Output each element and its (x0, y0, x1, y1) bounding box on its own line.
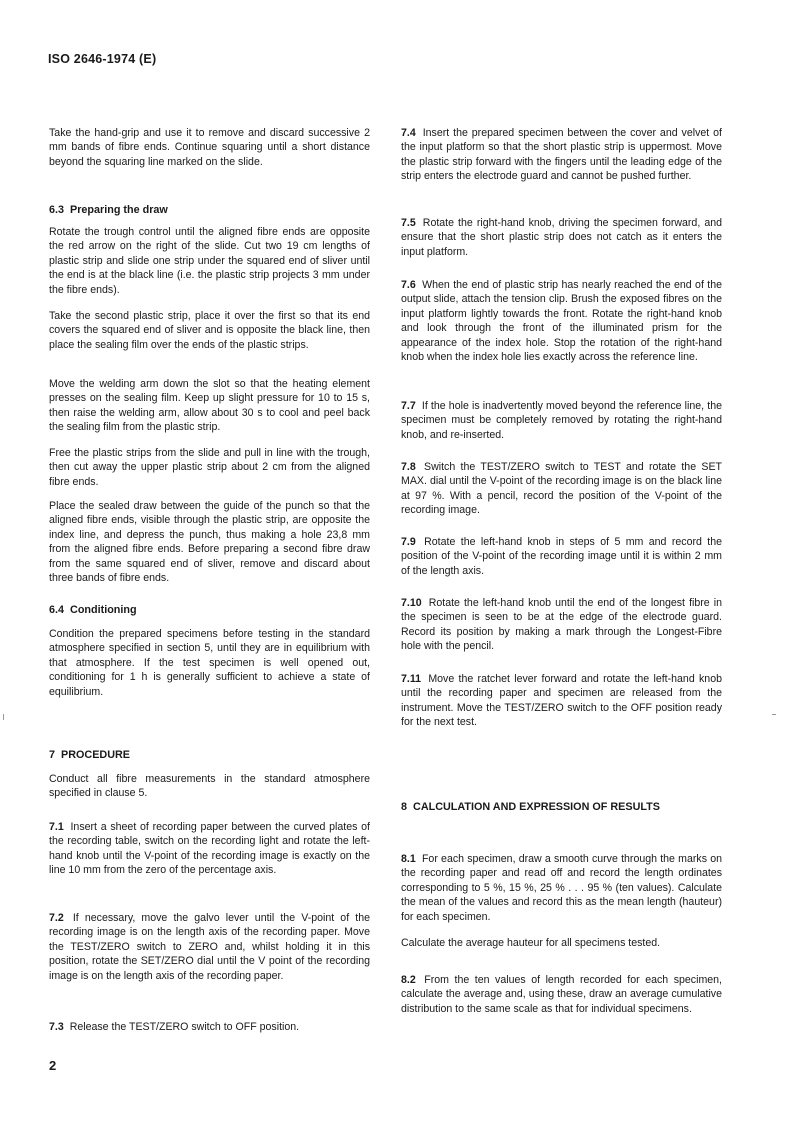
clause-number: 7.6 (401, 279, 416, 291)
section-title: CALCULATION AND EXPRESSION OF RESULTS (413, 801, 660, 813)
paragraph-7-8 (401, 460, 722, 518)
clause-number: 7.11 (401, 673, 422, 685)
paragraph-8-2 (401, 973, 722, 1016)
document-header: ISO 2646-1974 (E) (48, 52, 157, 66)
section-heading-6-4 (49, 603, 370, 617)
clause-number: 7.4 (401, 127, 416, 139)
paragraph-7-1 (49, 820, 370, 878)
paragraph-8-1 (401, 852, 722, 924)
paragraph-6-3-5: Place the sealed draw between the guide of the punch so that the aligned fibre ends, visible through the plastic strip, are opposite the index line, and depress the punch, thus making a hole 23,8 mm from the aligned fibre ends. Before preparing a second fibre draw from the same squared end of sliver, remove and discard about three bands of fibre ends. (49, 500, 370, 585)
section-heading-6-3 (49, 203, 370, 217)
clause-number: 7.7 (401, 400, 416, 412)
clause-text: From the ten values of length recorded for each specimen, calculate the average and, using these, draw an average cumulative distribution to the same scale as that for individual specimens. (401, 974, 722, 1015)
paragraph-7-9 (401, 535, 722, 578)
clause-text: Rotate the right-hand knob, driving the specimen forward, and ensure that the short plastic strip does not catch as it enters the input platform. (401, 217, 722, 258)
clause-number: 7.10 (401, 597, 422, 609)
paragraph-7-2 (49, 911, 370, 983)
clause-number: 8.2 (401, 974, 416, 986)
paragraph-7-4 (401, 126, 722, 184)
section-number: 7 (49, 749, 56, 761)
page-number: 2 (49, 1058, 57, 1073)
clause-text: Move the ratchet lever forward and rotate the left-hand knob until the recording paper and specimen are released from the instrument. Move the TEST/ZERO switch to the OFF position ready for the next test. (401, 673, 722, 729)
paragraph-7-10 (401, 596, 722, 654)
clause-text: Rotate the left-hand knob until the end of the longest fibre in the specimen is seen to be at the edge of the electrode guard. Record its position by making a mark through the Longest-Fibre hole with the pencil. (401, 597, 722, 653)
paragraph-8-1-b: Calculate the average hauteur for all specimens tested. (401, 937, 661, 949)
paragraph-7-6 (401, 278, 722, 364)
paragraph-7-7 (401, 399, 722, 442)
paragraph-squaring-intro: Take the hand-grip and use it to remove and discard successive 2 mm bands of fibre ends. Continue squaring until a short distance beyond the squaring line marked on the slide. (49, 127, 370, 168)
clause-number: 7.3 (49, 1021, 64, 1033)
paragraph-7-3 (49, 1020, 370, 1034)
section-number: 8 (401, 801, 408, 813)
scan-margin-mark (772, 714, 776, 715)
paragraph-6-3-3: Move the welding arm down the slot so that the heating element presses on the sealing film. Keep up slight pressure for 10 to 15 s, then raise the welding arm, allow about 30 s to cool and peel back the sealing film from the plastic strip. (49, 378, 370, 434)
clause-text: Insert the prepared specimen between the cover and velvet of the input platform so that the short plastic strip is uppermost. Move the plastic strip forward with the fingers until the leading edge of the strip enters the electrode guard and cannot be pushed further. (401, 127, 722, 183)
paragraph-6-4-1: Condition the prepared specimens before testing in the standard atmosphere specified in section 5, until they are in equilibrium with that atmosphere. If the test specimen is well opened out, conditioning for 1 h is generally sufficient to achieve a state of equilibrium. (49, 628, 370, 698)
paragraph-6-3-2: Take the second plastic strip, place it over the first so that its end covers the squared end of sliver and is opposite the black line, then place the sealing film over the ends of the plastic strips. (49, 310, 370, 351)
section-title: Conditioning (70, 604, 137, 616)
clause-text: Rotate the left-hand knob in steps of 5 mm and record the position of the V-point of the recording image until it is within 2 mm of the length axis. (401, 536, 722, 577)
clause-number: 7.8 (401, 461, 416, 473)
clause-number: 7.9 (401, 536, 416, 548)
paragraph-7-5 (401, 216, 722, 259)
section-number: 6.4 (49, 604, 65, 616)
clause-text: Switch the TEST/ZERO switch to TEST and rotate the SET MAX. dial until the V-point of the recording image is on the black line at 97 %. With a pencil, record the position of the V-point of the recording image. (401, 461, 722, 517)
section-title: PROCEDURE (61, 749, 131, 761)
clause-number: 8.1 (401, 853, 416, 865)
clause-number: 7.5 (401, 217, 416, 229)
scan-margin-mark (3, 714, 4, 720)
paragraph-6-3-4: Free the plastic strips from the slide and pull in line with the trough, then cut away the upper plastic strip about 2 cm from the aligned fibre ends. (49, 447, 370, 488)
paragraph-7-intro: Conduct all fibre measurements in the standard atmosphere specified in clause 5. (49, 773, 370, 800)
section-number: 6.3 (49, 204, 65, 216)
clause-text: Insert a sheet of recording paper between the curved plates of the recording table, switch on the recording light and rotate the left-hand knob until the V-point of the recording image is exactly on the line 10 mm from the zero of the percentage axis. (49, 821, 370, 877)
section-heading-7 (49, 748, 370, 762)
clause-text: If necessary, move the galvo lever until the V-point of the recording image is on the length axis of the recording paper. Move the TEST/ZERO switch to ZERO and, whilst holding it in this position, rotate the SET/ZERO dial until the V point of the recording image is on the length axis of the recording paper. (49, 912, 370, 982)
section-title: Preparing the draw (70, 204, 168, 216)
section-heading-8 (401, 800, 722, 814)
clause-text: Release the TEST/ZERO switch to OFF position. (69, 1021, 300, 1033)
clause-number: 7.2 (49, 912, 64, 924)
paragraph-7-11 (401, 672, 722, 730)
clause-number: 7.1 (49, 821, 64, 833)
clause-text: If the hole is inadvertently moved beyond the reference line, the specimen must be completely removed by rotating the right-hand knob, and re-inserted. (401, 400, 722, 441)
clause-text: When the end of plastic strip has nearly reached the end of the output slide, attach the tension clip. Brush the exposed fibres on the input platform lightly towards the front. Rotate the right-hand knob and look through the front of the illuminated prism for the appearance of the index hole. Stop the rotation of the right-hand knob when the index hole lies exactly across the reference line. (401, 279, 723, 364)
paragraph-6-3-1: Rotate the trough control until the aligned fibre ends are opposite the red arrow on the right of the slide. Cut two 19 cm lengths of plastic strip and slide one strip under the squared end of sliver until the end is at the black line (i.e. the plastic strip projects 3 mm under the fibre ends). (49, 226, 370, 296)
clause-text: For each specimen, draw a smooth curve through the marks on the recording paper and read off and record the length ordinates corresponding to 5 %, 15 %, 25 % . . . 95 % (ten values). Calculate the mean of the values and record this as the mean length (hauteur) for each specimen. (401, 853, 722, 923)
